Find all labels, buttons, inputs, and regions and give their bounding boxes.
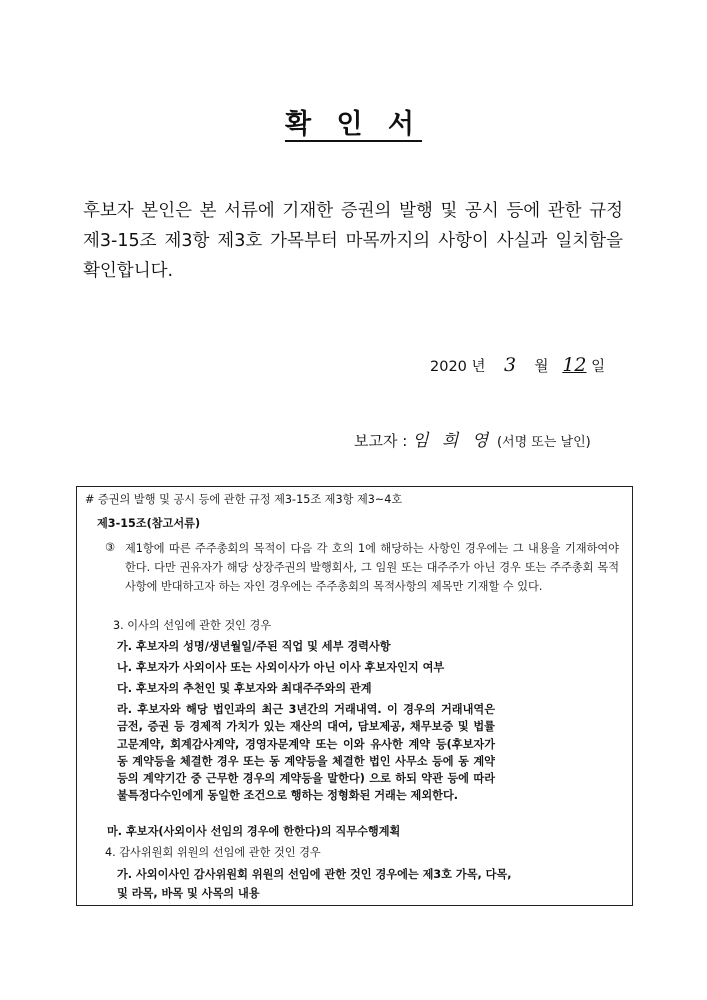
item3-na: 나. 후보자가 사외이사 또는 사외이사가 아닌 이사 후보자인지 여부 <box>117 661 445 674</box>
signature-note: (서명 또는 날인) <box>496 435 591 450</box>
item3-ra: 라. 후보자와 해당 법인과의 최근 3년간의 거래내역. 이 경우의 거래내역은 금전, 증권 등 경제적 가치가 있는 재산의 대여, 담보제공, 채무보증 및 법률고문계약, 회계감사계약, 경영자문계약 또는 이와 유사한 계약 등(후보자가 동 계약등을 체결한 경우 또는 동 계약등을 체결한 법인 사무소 등에 동 계약등의 계약기간 중 근무한 경우의 계약등을 말한다) 으로 하되 약관 등에 따라 불특정다수인에게 동일한 조건으로 행하는 정형화된 거래는 제외한다. <box>117 703 495 803</box>
paragraph-text: 제1항에 따른 주주총회의 목적이 다음 각 호의 1에 해당하는 사항인 경우에는 그 내용을 기재하여야 한다. 다만 권유자가 해당 상장주권의 발행회사, 그 임원 또는 대주주가 아닌 경우 또는 주주총회 목적사항에 반대하고자 하는 자인 경우에는 주주총회의 목적사항의 제목만 기재할 수 있다. <box>125 542 619 593</box>
reporter-line <box>354 426 591 451</box>
date-year: 2020 <box>430 359 467 375</box>
item4-ga: 가. 사외이사인 감사위원회 위원의 선임에 관한 것인 경우에는 제3호 가목, 다목, 및 라목, 바목 및 사목의 내용 <box>117 868 512 900</box>
item3-ma: 마. 후보자(사외이사 선임의 경우에 한한다)의 직무수행계획 <box>107 825 401 838</box>
paragraph-marker: ③ <box>105 541 116 554</box>
item4-title: 4. 감사위원회 위원의 선임에 관한 것인 경우 <box>105 846 321 859</box>
regulation-reference-box <box>76 486 633 906</box>
date-day: 12 <box>562 354 587 376</box>
item3-ga: 가. 후보자의 성명/생년월일/주된 직업 및 세부 경력사항 <box>117 640 391 653</box>
item3-da: 다. 후보자의 추천인 및 후보자와 최대주주와의 관계 <box>117 682 372 695</box>
document-title: 확 인 서 <box>284 109 423 140</box>
date-year-unit: 년 <box>471 359 486 375</box>
article-title: 제3-15조(참고서류) <box>97 517 201 530</box>
item3-title: 3. 이사의 선임에 관한 것인 경우 <box>113 619 272 632</box>
reporter-label: 보고자 : <box>354 432 408 450</box>
confirmation-statement: 후보자 본인은 본 서류에 기재한 증권의 발행 및 공시 등에 관한 규정 제3-15조 제3항 제3호 가목부터 마목까지의 사항이 사실과 일치함을 확인합니다. <box>83 201 623 281</box>
date-month: 3 <box>503 354 517 376</box>
date-day-unit: 일 <box>591 359 606 375</box>
box-header: # 증권의 발행 및 공시 등에 관한 규정 제3-15조 제3항 제3~4호 <box>85 493 403 506</box>
reporter-name: 임 희 영 <box>412 431 493 451</box>
date-month-unit: 월 <box>534 359 549 375</box>
date-line <box>430 354 605 376</box>
